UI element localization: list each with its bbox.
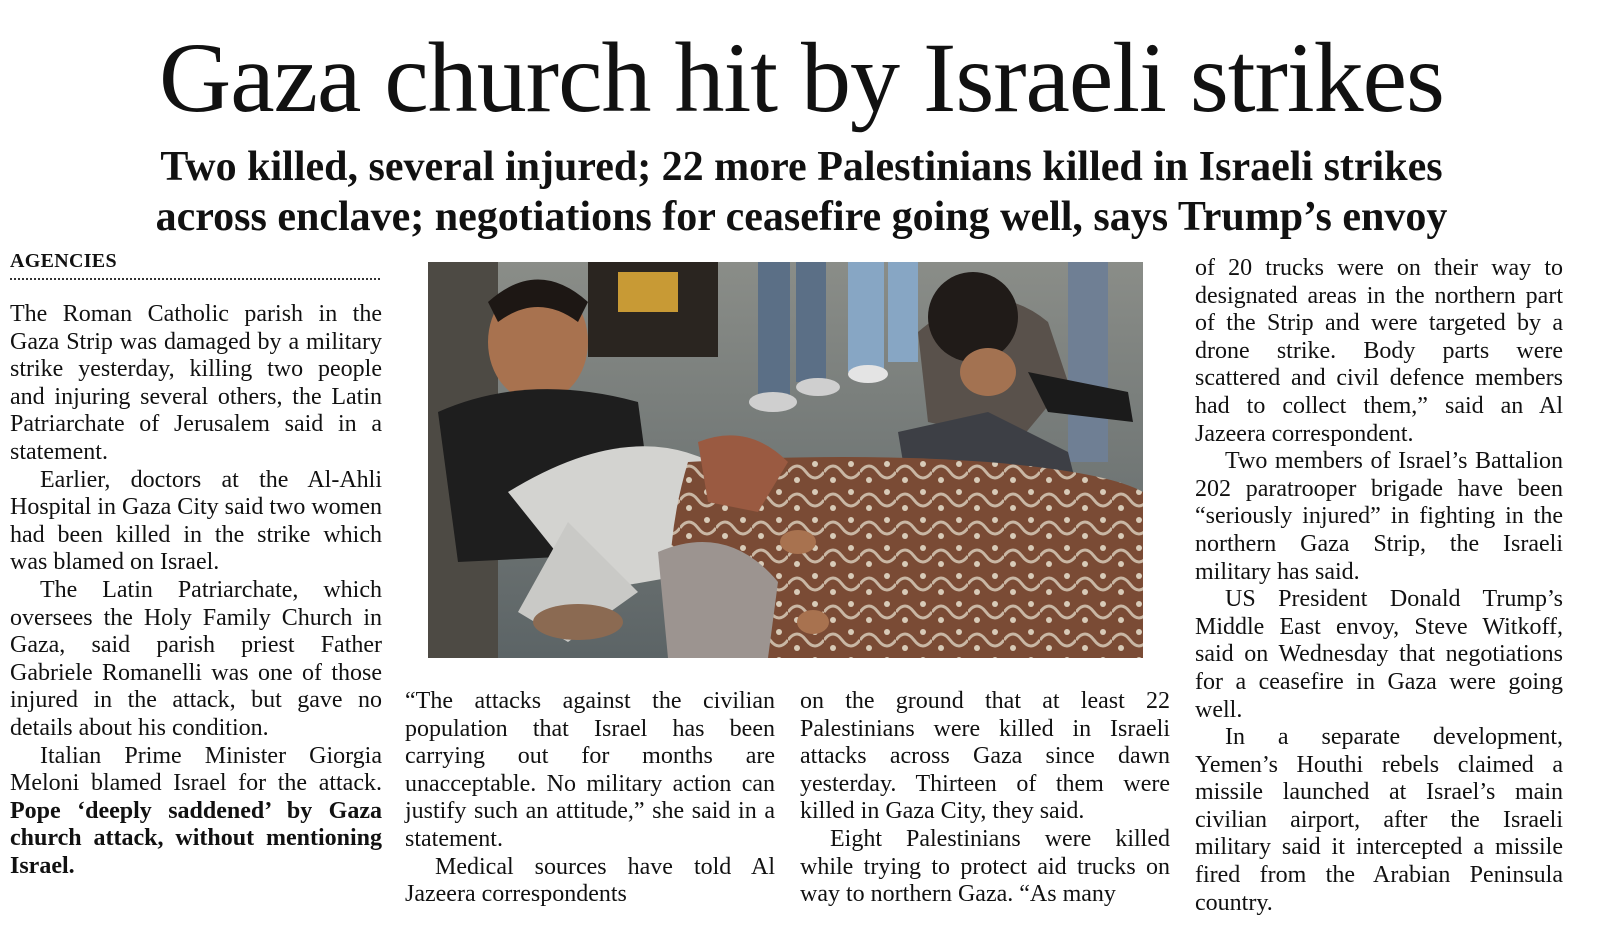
paragraph: US President Donald Trump’s Middle East envoy, Steve Witkoff, said on Wednesday that negotiations for a ceasefire in Gaza were going well. [1195,586,1563,723]
paragraph: The Roman Catholic parish in the Gaza Strip was damaged by a military strike yesterday, killing two people and injuring several others, the Latin Patriarchate of Jerusalem said in a statement. [10,301,382,465]
paragraph: on the ground that at least 22 Palestinians were killed in Israeli attacks across Gaza since dawn yesterday. Thirteen of them were killed in Gaza City, they said. [800,688,1170,825]
news-photo [428,262,1143,658]
article-column-1 [10,301,382,880]
subheadline [0,142,1603,242]
headline: Gaza church hit by Israeli strikes [159,22,1444,133]
article-column-2 [405,688,775,909]
paragraph: of 20 trucks were on their way to designated areas in the northern part of the Strip and were targeted by a drone strike. Body parts were scattered and civil defence members had to collect them,” said an Al Jazeera correspondent. [1195,255,1563,447]
article-column-4 [1195,255,1563,917]
paragraph: Medical sources have told Al Jazeera correspondents [405,853,775,908]
paragraph: Eight Palestinians were killed while trying to protect aid trucks on way to northern Gaza. “As many [800,825,1170,908]
paragraph [10,743,382,881]
subheadline-line-2: across enclave; negotiations for ceasefire going well, says Trump’s envoy [155,194,1448,240]
paragraph: In a separate development, Yemen’s Houthi rebels claimed a missile launched at Israel’s main civilian airport, after the Israeli military said it intercepted a missile fired from the Arabian Peninsula country. [1195,724,1563,916]
paragraph-text: Italian Prime Minister Giorgia Meloni blamed Israel for the attack. [10,742,382,797]
paragraph: The Latin Patriarchate, which oversees the Holy Family Church in Gaza, said parish priest Father Gabriele Romanelli was one of those injured in the attack, but gave no details about his condition. [10,576,382,741]
article-column-3 [800,688,1170,909]
paragraph: “The attacks against the civilian population that Israel has been carrying out for months are unacceptable. No military action can justify such an attitude,” she said in a statement. [405,688,775,852]
byline: AGENCIES [10,250,380,280]
paragraph: Two members of Israel’s Battalion 202 paratrooper brigade have been “seriously injured” in fighting in the northern Gaza Strip, the Israeli military has said. [1195,448,1563,585]
related-story-teaser: Pope ‘deeply saddened’ by Gaza church attack, without mentioning Israel. [10,797,382,879]
paragraph: Earlier, doctors at the Al-Ahli Hospital in Gaza City said two women had been killed in the strike which was blamed on Israel. [10,466,382,576]
news-photo-illustration [428,262,1143,658]
subheadline-line-1: Two killed, several injured; 22 more Palestinians killed in Israeli strikes [160,144,1443,190]
